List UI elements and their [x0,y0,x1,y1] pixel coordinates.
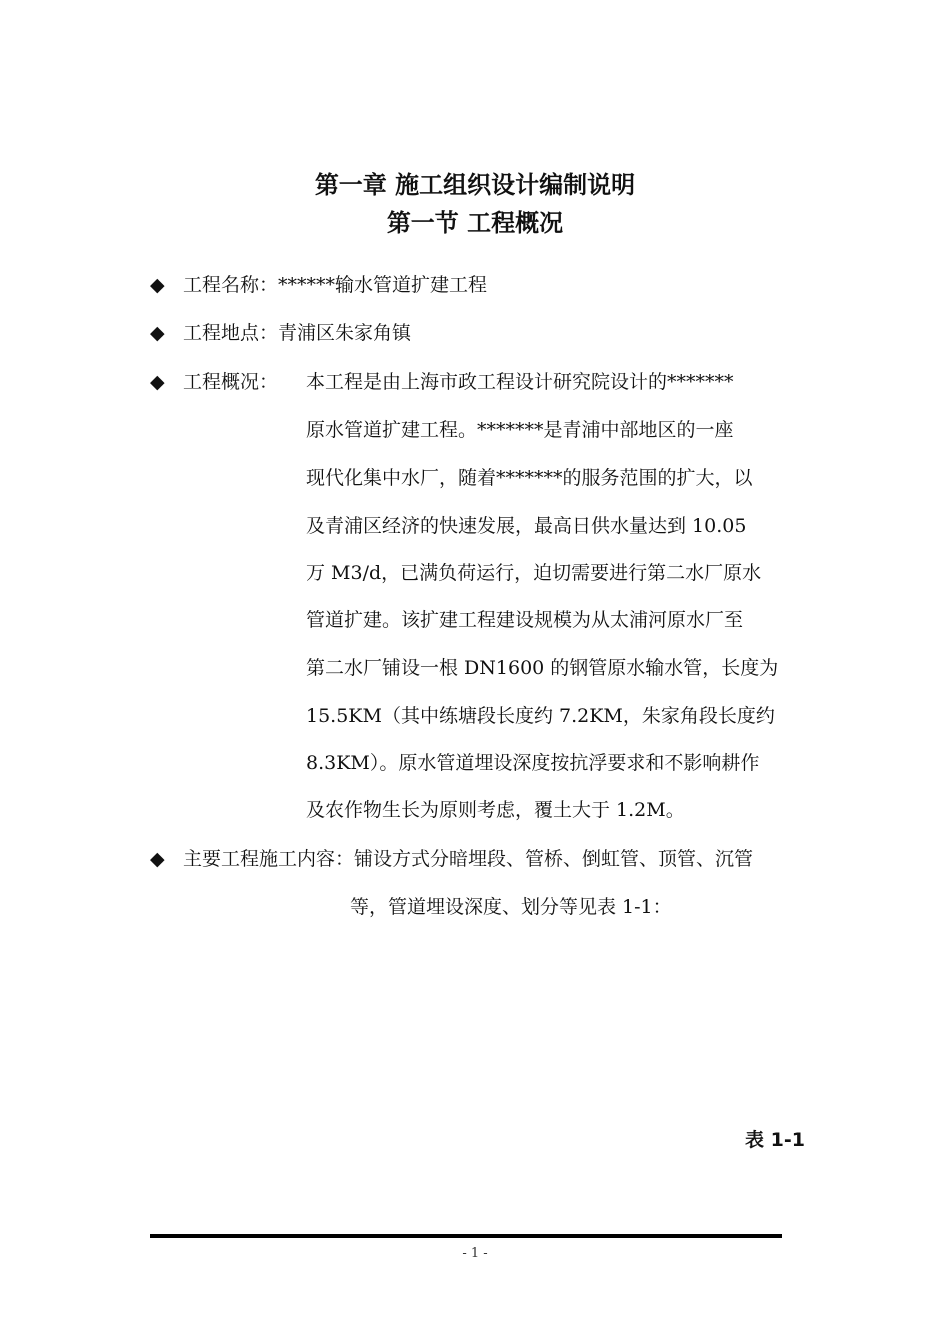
bullet-diamond-icon: ◆ [150,274,165,296]
overview-line: 及青浦区经济的快速发展，最高日供水量达到 10.05 [306,515,747,537]
project-location-value: 青浦区朱家角镇 [278,322,412,344]
overview-line: 第二水厂铺设一根 DN1600 的钢管原水输水管，长度为 [306,657,779,679]
bullet-diamond-icon: ◆ [150,322,165,344]
main-content-line: 等，管道埋设深度、划分等见表 1-1： [350,896,672,918]
overview-line: 15.5KM（其中练塘段长度约 7.2KM，朱家角段长度约 [306,705,775,727]
overview-line: 8.3KM）。原水管道埋设深度按抗浮要求和不影响耕作 [306,752,760,774]
main-content-label: 主要工程施工内容： [183,848,355,870]
project-name-label: 工程名称： [183,274,279,296]
chapter-title: 第一章 施工组织设计编制说明 [314,171,636,199]
project-name-value: ******输水管道扩建工程 [278,274,488,296]
main-content-line: 铺设方式分暗埋段、管桥、倒虹管、顶管、沉管 [354,848,754,870]
table-caption: 表 1-1 [745,1129,805,1151]
section-title: 第一节 工程概况 [386,209,564,237]
overview-line: 本工程是由上海市政工程设计研究院设计的******* [306,371,734,393]
footer-divider [150,1234,782,1238]
overview-line: 原水管道扩建工程。*******是青浦中部地区的一座 [306,419,734,441]
overview-line: 现代化集中水厂，随着*******的服务范围的扩大，以 [306,467,753,489]
project-overview-label: 工程概况： [183,371,279,393]
project-location-label: 工程地点： [183,322,279,344]
main-content-row [183,847,753,871]
project-name-row [183,273,487,297]
project-location-row [183,321,411,345]
overview-line: 及农作物生长为原则考虑，覆土大于 1.2M。 [306,799,685,821]
overview-line: 管道扩建。该扩建工程建设规模为从太浦河原水厂至 [306,609,744,631]
bullet-diamond-icon: ◆ [150,371,165,393]
overview-line: 万 M3/d，已满负荷运行，迫切需要进行第二水厂原水 [306,562,762,584]
bullet-diamond-icon: ◆ [150,848,165,870]
page-number: - 1 - [462,1246,488,1261]
